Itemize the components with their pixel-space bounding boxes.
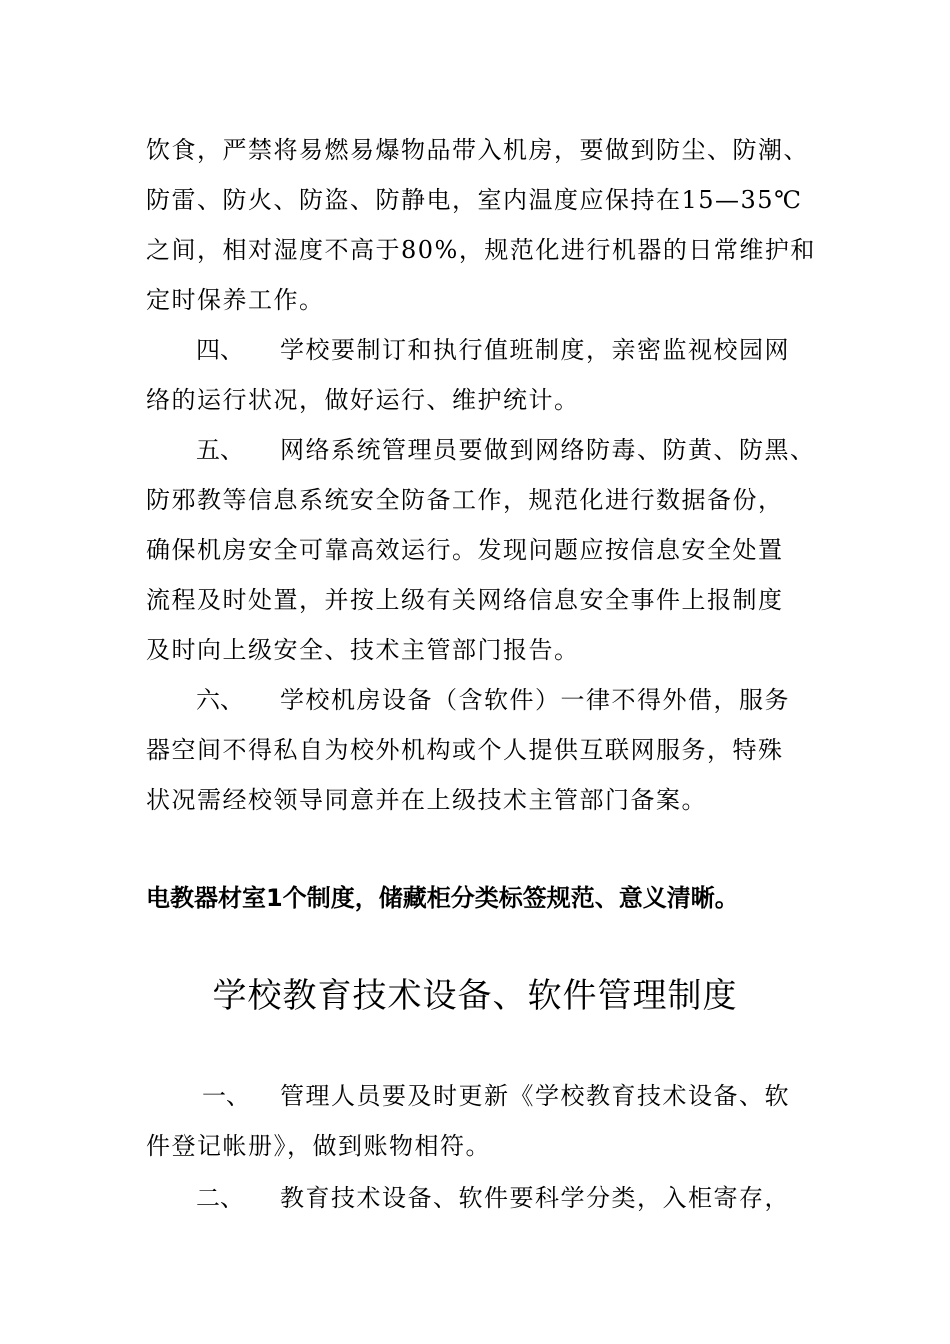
paragraph-line: 器空间不得私自为校外机构或个人提供互联网服务，特殊 [146,736,784,764]
item-number: 四、 [196,336,244,364]
paragraph-line: 学校机房设备（含软件）一律不得外借，服务 [280,686,790,714]
paragraph-line: 及时向上级安全、技术主管部门报告。 [146,636,580,664]
paragraph-line: 件登记帐册》，做到账物相符。 [146,1132,491,1160]
paragraph-line: 定时保养工作。 [146,286,325,314]
paragraph-line: 防邪教等信息系统安全防备工作，规范化进行数据备份， [146,486,784,514]
item-number: 二、 [196,1184,244,1212]
paragraph-line: 之间，相对湿度不高于80%，规范化进行机器的日常维护和 [146,236,816,264]
paragraph-line: 确保机房安全可靠高效运行。发现问题应按信息安全处置 [146,536,784,564]
section-heading: 电教器材室1个制度，储藏柜分类标签规范、意义清晰。 [146,884,739,912]
paragraph-line: 状况需经校领导同意并在上级技术主管部门备案。 [146,786,707,814]
paragraph-line: 教育技术设备、软件要科学分类，入柜寄存， [280,1184,790,1212]
document-title: 学校教育技术设备、软件管理制度 [212,976,738,1016]
paragraph-line: 流程及时处置，并按上级有关网络信息安全事件上报制度 [146,586,784,614]
item-number: 五、 [196,436,244,464]
paragraph-line: 学校要制订和执行值班制度，亲密监视校园网 [280,336,790,364]
paragraph-line: 防雷、防火、防盗、防静电，室内温度应保持在15—35℃ [146,186,803,214]
paragraph-line: 网络系统管理员要做到网络防毒、防黄、防黑、 [280,436,816,464]
item-number: 六、 [196,686,244,714]
paragraph-line: 管理人员要及时更新《学校教育技术设备、软 [280,1082,790,1110]
paragraph-line: 饮食，严禁将易燃易爆物品带入机房，要做到防尘、防潮、 [146,136,809,164]
item-number: 一、 [202,1082,250,1110]
paragraph-line: 络的运行状况，做好运行、维护统计。 [146,386,580,414]
